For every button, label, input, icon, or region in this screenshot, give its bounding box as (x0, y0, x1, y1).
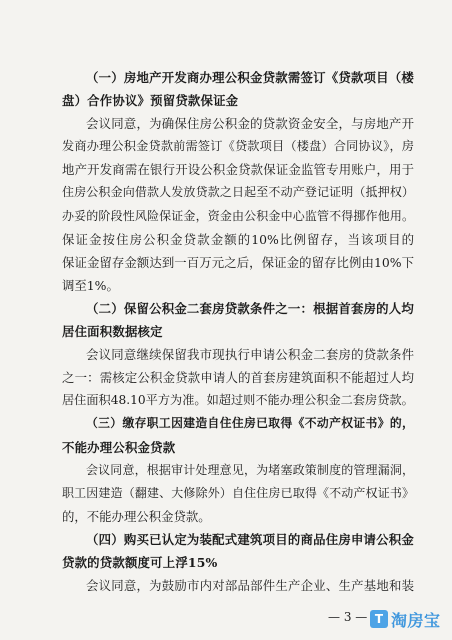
watermark (370, 606, 441, 632)
section-heading-line: （二）保留公积金二套房贷款条件之一：根据首套房的人均 (86, 300, 414, 316)
section-heading-line: （四）购买已认定为装配式建筑项目的商品住房申请公积金 (86, 531, 414, 547)
page-number: — 3 — (328, 610, 368, 624)
paragraph-line: 职工因建造（翻建、大修除外）自住住房已取得《不动产权证书》 (62, 485, 414, 500)
paragraph-line: 住房公积金向借款人发放贷款之日起至不动产登记证明（抵押权） (62, 185, 414, 200)
paragraph-line: 之一：需核定公积金贷款申请人的首套房建筑面积不能超过人均 (62, 370, 414, 386)
section-heading-line: 贷款的贷款额度可上浮15% (62, 554, 218, 570)
paragraph-line: 发商办理公积金贷款前需签订《贷款项目（楼盘）合同协议》，房 (62, 139, 414, 154)
paragraph-line: 的，不能办理公积金贷款。 (62, 508, 211, 524)
section-heading-line: 不能办理公积金贷款 (62, 439, 176, 455)
taofangbao-logo-icon: T (370, 610, 388, 628)
paragraph-line: 会议同意，根据审计处理意见，为堵塞政策制度的管理漏洞， (86, 462, 414, 477)
section-heading-line: （三）缴存职工因建造自住住房已取得《不动产权证书》的， (86, 416, 414, 431)
section-heading-line: 居住面积数据核定 (62, 324, 163, 340)
paragraph-line: 会议同意，为确保住房公积金的贷款资金安全，与房地产开 (86, 116, 414, 132)
section-heading-line: 盘）合作协议》预留贷款保证金 (62, 93, 239, 109)
paragraph-line: 会议同意，为鼓励市内对部品部件生产企业、生产基地和装 (86, 578, 414, 594)
paragraph-line: 居住面积48.10平方为准。如超过则不能办理公积金二套房贷款。 (62, 393, 414, 408)
paragraph-line: 办妥的阶段性风险保证金，资金由公积金中心监管不得挪作他用。 (62, 208, 414, 223)
paragraph-line: 保证金按住房公积金贷款金额的10%比例留存，当该项目的 (62, 231, 414, 247)
paragraph-line: 会议同意继续保留我市现执行申请公积金二套房的贷款条件 (86, 347, 414, 363)
paragraph-line: 地产开发商需在银行开设公积金贷款保证金监管专用账户，用于 (62, 162, 414, 178)
watermark-text: 淘房宝 (391, 610, 441, 630)
paragraph-line: 调至1%。 (62, 277, 119, 293)
document-body (62, 66, 414, 597)
section-heading-line: （一）房地产开发商办理公积金贷款需签订《贷款项目（楼 (86, 70, 414, 85)
paragraph-line: 保证金留存金额达到一百万元之后，保证金的留存比例由10%下 (62, 254, 414, 270)
